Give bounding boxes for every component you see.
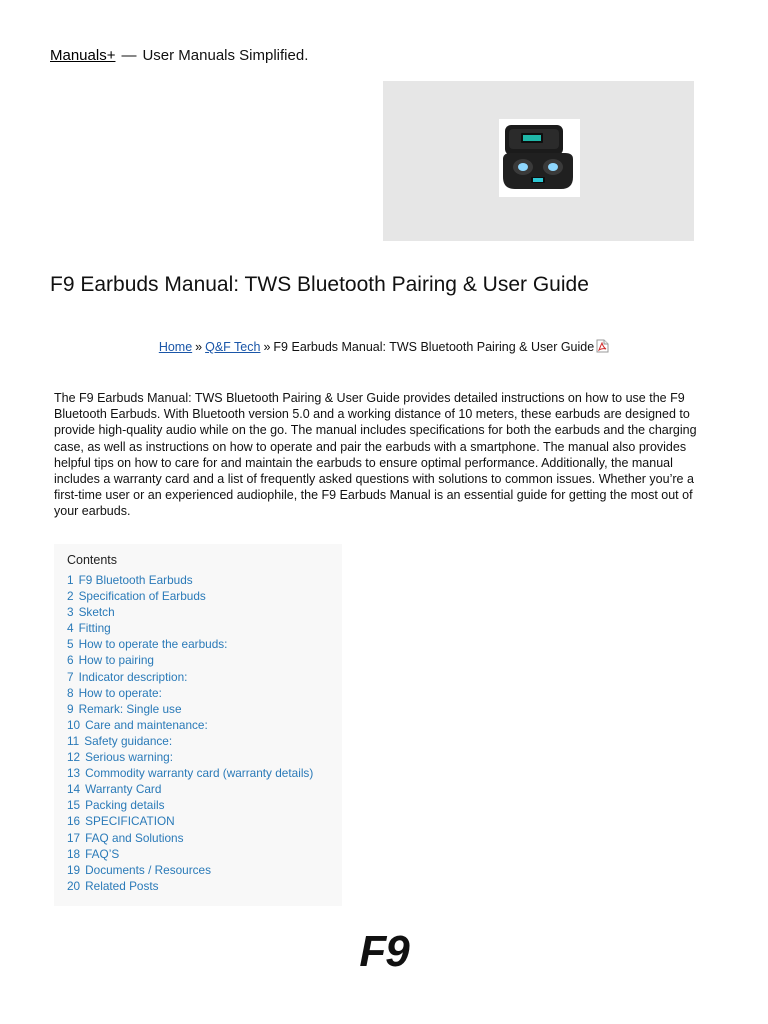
breadcrumb-home-link[interactable]: Home [158, 340, 193, 354]
toc-item-number: 20 [67, 878, 81, 893]
toc-item[interactable] [67, 813, 342, 829]
intro-paragraph: The F9 Earbuds Manual: TWS Bluetooth Pairing & User Guide provides detailed instructions on how to use the F9 Bluetooth Earbuds. With Bluetooth version 5.0 and a working distance of 10 meters, these earbuds are designed to provide high-quality audio while on the go. The manual includes specifications for both the earbuds and the charging case, as well as instructions on how to operate and pair the earbuds with a smartphone. The manual also provides helpful tips on how to care for and maintain the earbuds to ensure optimal performance. Additionally, the manual includes a warranty card and a list of frequently asked questions with solutions to common issues. Whether you’re a first-time user or an experienced audiophile, the F9 Earbuds Manual is an essential guide for getting the most out of your earbuds. [54, 391, 697, 519]
toc-item-label: Packing details [85, 798, 165, 813]
site-tagline: User Manuals Simplified. [142, 47, 309, 64]
f9-logo: F9 [359, 927, 409, 976]
toc-item[interactable] [67, 701, 342, 717]
toc-item-label: SPECIFICATION [85, 814, 175, 829]
toc-item-number: 9 [67, 701, 74, 716]
toc-item-label: Specification of Earbuds [78, 589, 206, 604]
toc-item[interactable] [67, 669, 342, 685]
toc-item-label: How to operate: [78, 685, 162, 700]
breadcrumb-separator: » [195, 340, 203, 354]
toc-item-label: Safety guidance: [84, 733, 173, 748]
toc-item[interactable] [67, 604, 342, 620]
table-of-contents [54, 544, 342, 906]
toc-item-label: Documents / Resources [85, 862, 212, 877]
toc-item-number: 10 [67, 717, 81, 732]
toc-title: Contents [67, 553, 118, 567]
toc-item-number: 18 [67, 846, 81, 861]
toc-item-number: 15 [67, 798, 81, 813]
toc-item[interactable] [67, 765, 342, 781]
toc-item-number: 6 [67, 653, 74, 668]
header-separator: — [121, 47, 137, 64]
toc-item-number: 12 [67, 750, 81, 765]
toc-item-label: Commodity warranty card (warranty details) [85, 766, 314, 781]
toc-item-number: 1 [67, 573, 74, 587]
toc-item-label: Fitting [78, 621, 111, 636]
brand-link[interactable]: Manuals+ [50, 47, 116, 64]
toc-item[interactable] [67, 733, 342, 749]
toc-item[interactable] [67, 717, 342, 733]
toc-item-number: 19 [67, 862, 81, 877]
toc-item-number: 17 [67, 830, 81, 845]
toc-item-label: Sketch [78, 605, 115, 620]
site-header [50, 46, 308, 66]
toc-item-number: 5 [67, 637, 74, 652]
toc-item[interactable] [67, 636, 342, 652]
toc-item[interactable] [67, 572, 342, 588]
toc-item-label: How to operate the earbuds: [78, 637, 228, 652]
toc-item-label: Indicator description: [78, 669, 188, 684]
toc-item-number: 14 [67, 782, 81, 797]
toc-item[interactable] [67, 685, 342, 701]
toc-item[interactable] [67, 620, 342, 636]
toc-item[interactable] [67, 878, 342, 894]
toc-item-label: FAQ’S [85, 846, 120, 861]
toc-item[interactable] [67, 830, 342, 846]
breadcrumb-separator: » [263, 340, 271, 354]
toc-item[interactable] [67, 846, 342, 862]
earbuds-product-icon[interactable] [499, 119, 580, 197]
toc-item-label: F9 Bluetooth Earbuds [78, 573, 193, 587]
pdf-icon[interactable] [596, 339, 609, 358]
breadcrumb [0, 338, 768, 358]
toc-item-number: 2 [67, 589, 74, 604]
toc-item-number: 13 [67, 766, 81, 781]
toc-item-label: Remark: Single use [78, 701, 182, 716]
toc-item-label: Serious warning: [85, 750, 173, 765]
toc-item-number: 8 [67, 685, 74, 700]
toc-item-label: Related Posts [85, 878, 159, 893]
toc-item-number: 16 [67, 814, 81, 829]
toc-list [67, 572, 342, 894]
toc-item[interactable] [67, 652, 342, 668]
toc-item-number: 11 [67, 733, 80, 748]
toc-item-number: 4 [67, 621, 74, 636]
toc-item-number: 7 [67, 669, 74, 684]
toc-item[interactable] [67, 797, 342, 813]
toc-item[interactable] [67, 781, 342, 797]
page-title: F9 Earbuds Manual: TWS Bluetooth Pairing & User Guide [50, 273, 589, 296]
toc-item-label: How to pairing [78, 653, 154, 668]
hero-image-area [383, 81, 694, 241]
toc-item-number: 3 [67, 605, 74, 620]
toc-item-label: Warranty Card [85, 782, 162, 797]
toc-item-label: FAQ and Solutions [85, 830, 184, 845]
breadcrumb-category-link[interactable]: Q&F Tech [205, 340, 261, 354]
toc-item[interactable] [67, 862, 342, 878]
toc-item[interactable] [67, 749, 342, 765]
breadcrumb-current: F9 Earbuds Manual: TWS Bluetooth Pairing & User Guide [273, 340, 595, 354]
toc-item-label: Care and maintenance: [85, 717, 208, 732]
toc-item[interactable] [67, 588, 342, 604]
